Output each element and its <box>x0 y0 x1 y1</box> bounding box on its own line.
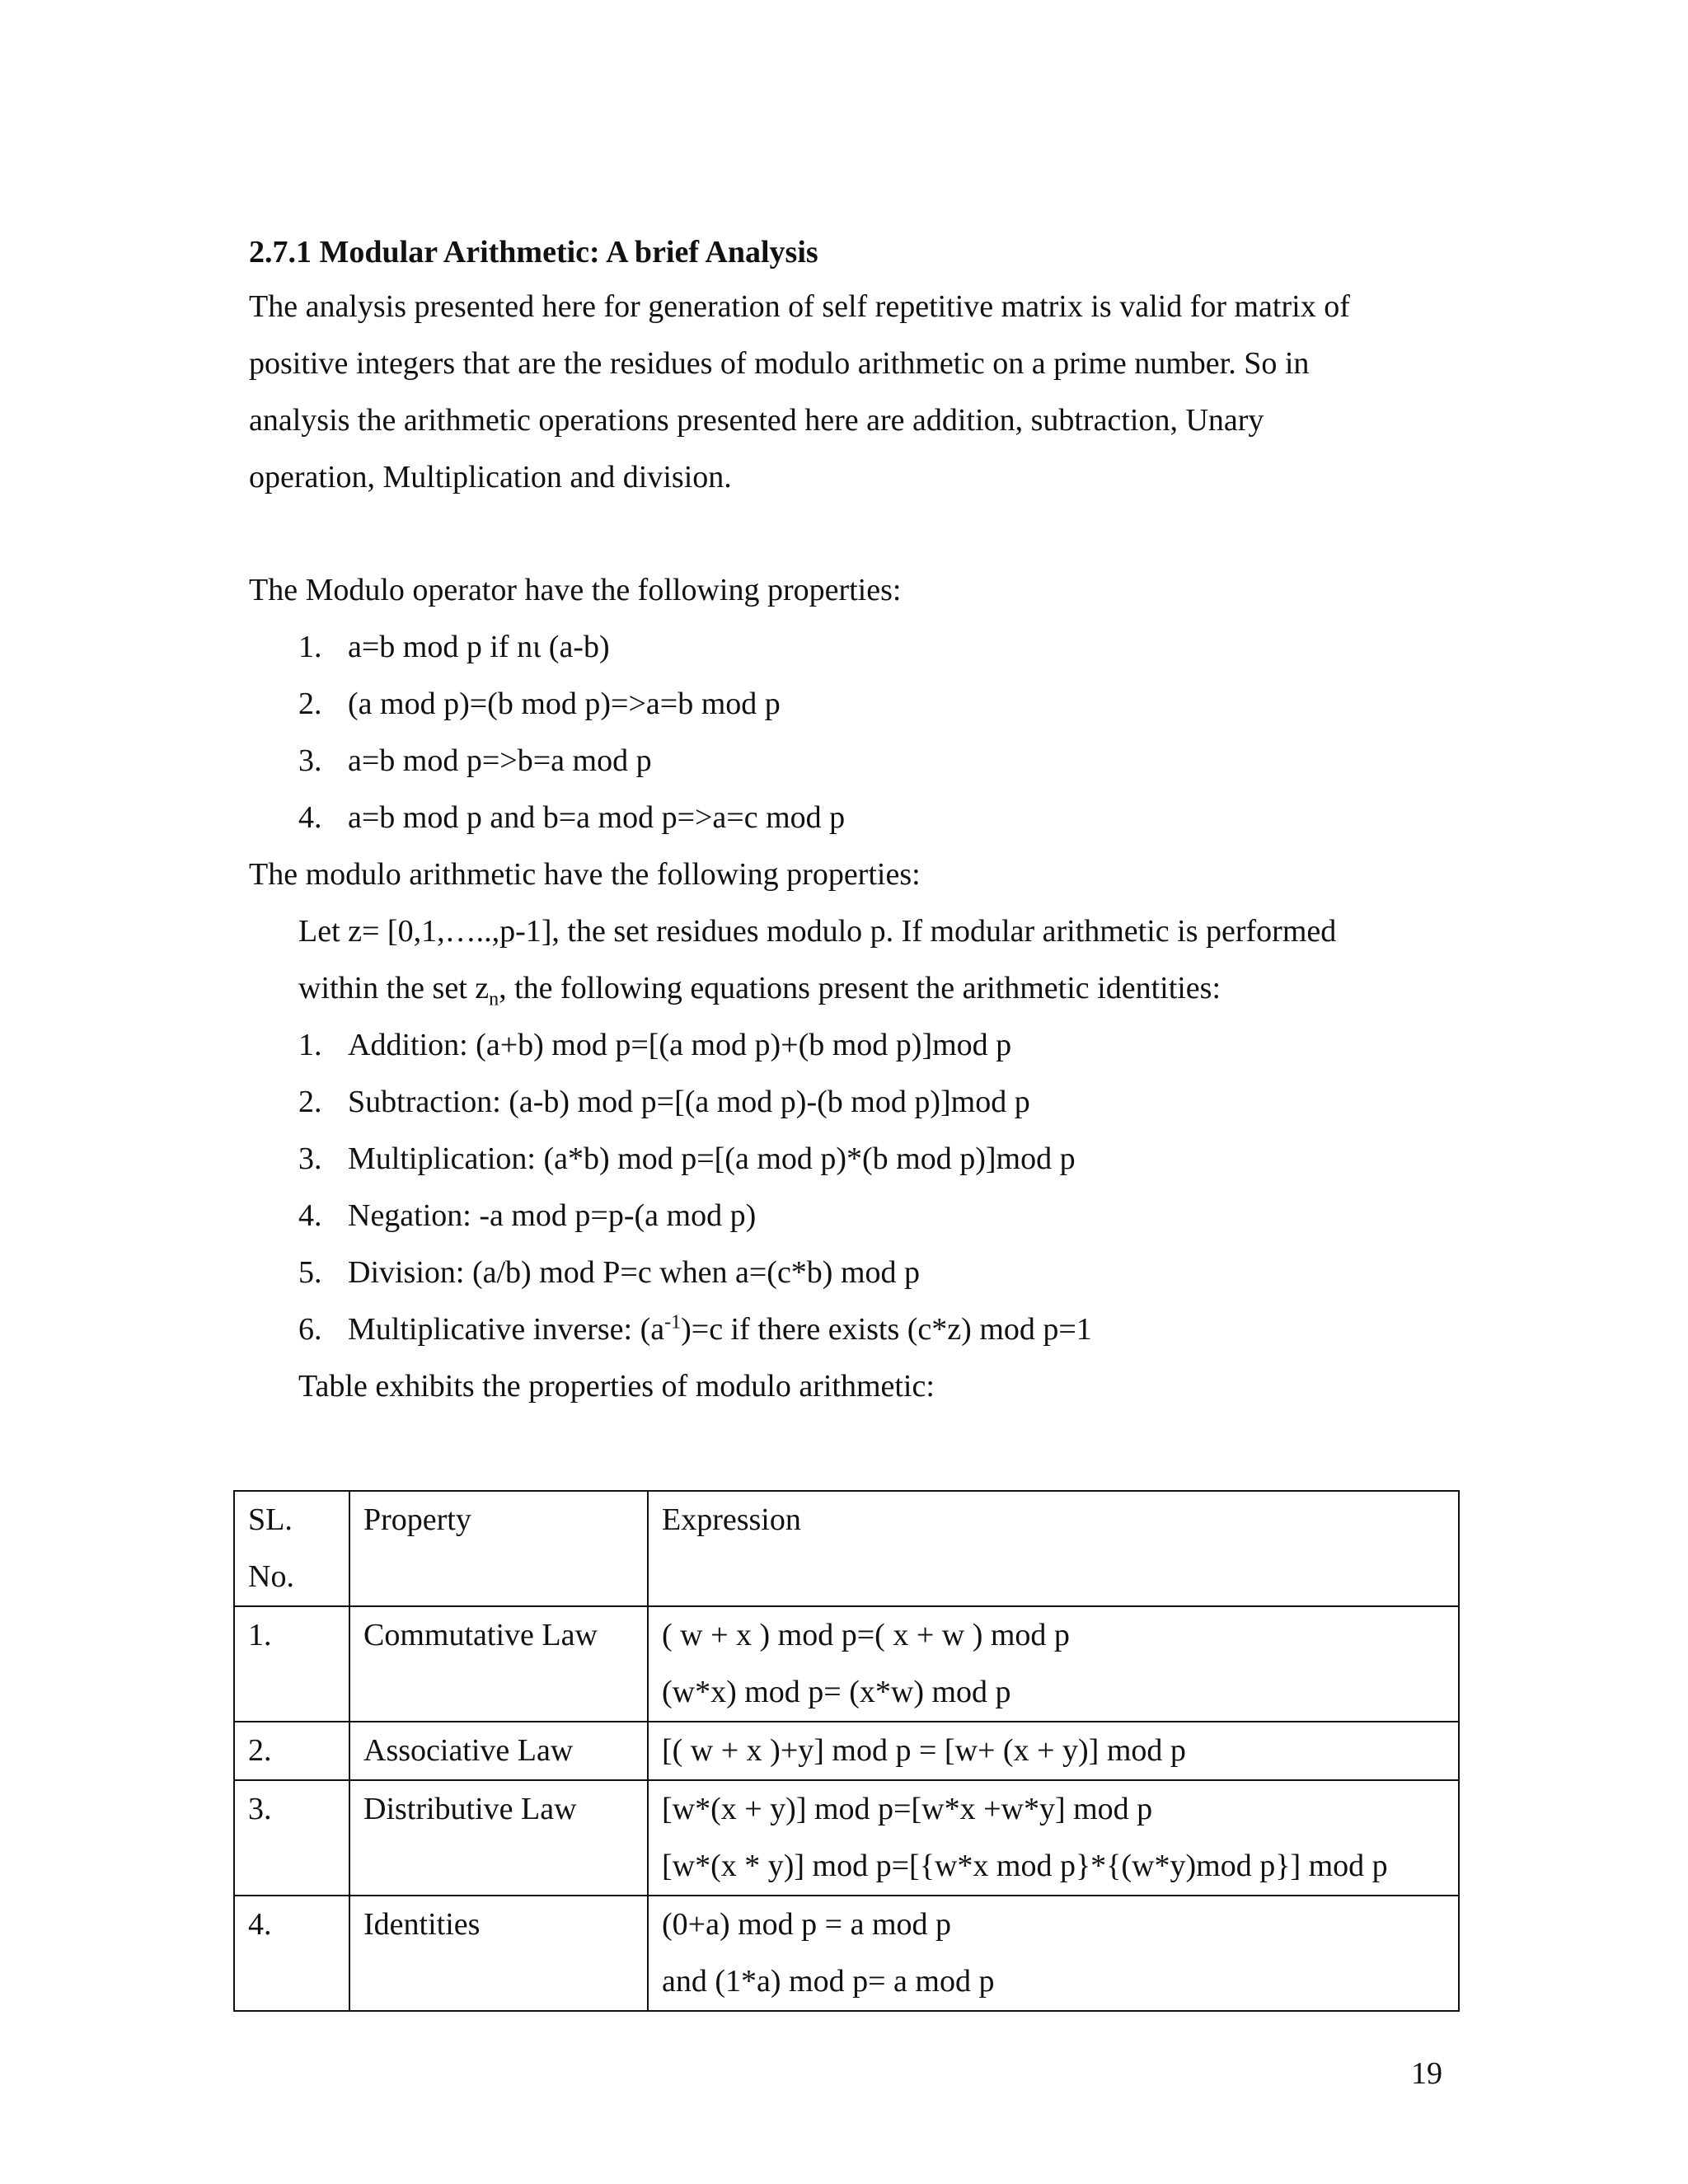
set-line-post: , the following equations present the arithmetic identities: <box>499 971 1221 1005</box>
cell-expression: [w*(x + y)] mod p=[w*x +w*y] mod p [w*(x * y)] mod p=[{w*x mod p}*{(w*y)mod p}] mod p <box>648 1780 1459 1896</box>
header-property: Property <box>349 1491 648 1606</box>
cell-sl: 2. <box>234 1722 349 1780</box>
item-text: Subtraction: (a-b) mod p=[(a mod p)-(b mod p)]mod p <box>348 1085 1030 1119</box>
item-number: 1. <box>298 630 322 664</box>
cell-property: Distributive Law <box>349 1780 648 1896</box>
item-number: 2. <box>298 687 322 721</box>
modulo-operator-intro: The Modulo operator have the following properties: <box>249 573 902 607</box>
cell-property: Identities <box>349 1896 648 2011</box>
intro-line: The analysis presented here for generation of self repetitive matrix is valid for matrix of <box>249 289 1350 324</box>
table-header-row <box>234 1491 1459 1606</box>
item-number: 2. <box>298 1085 322 1119</box>
item-text: a=b mod p and b=a mod p=>a=c mod p <box>348 800 846 835</box>
item-number: 5. <box>298 1255 322 1290</box>
intro-line: positive integers that are the residues of modulo arithmetic on a prime number. So in <box>249 346 1310 381</box>
cell-expression: ( w + x ) mod p=( x + w ) mod p (w*x) mod p= (x*w) mod p <box>648 1606 1459 1722</box>
item-text: Negation: -a mod p=p-(a mod p) <box>348 1198 757 1233</box>
cell-sl: 1. <box>234 1606 349 1722</box>
table-row <box>234 1606 1459 1722</box>
page-number: 19 <box>1411 2056 1442 2091</box>
header-sl-no: SL. No. <box>234 1491 349 1606</box>
set-definition-line-2 <box>298 967 1221 1010</box>
table-intro: Table exhibits the properties of modulo arithmetic: <box>298 1369 935 1404</box>
item-text: (a mod p)=(b mod p)=>a=b mod p <box>348 687 781 721</box>
item-number: 1. <box>298 1028 322 1062</box>
cell-expression: [( w + x )+y] mod p = [w+ (x + y)] mod p <box>648 1722 1459 1780</box>
set-line-subscript: n <box>489 988 499 1010</box>
item-text: Multiplication: (a*b) mod p=[(a mod p)*(b mod p)]mod p <box>348 1141 1076 1176</box>
intro-line: analysis the arithmetic operations presented here are addition, subtraction, Unary <box>249 403 1264 438</box>
set-definition-line: Let z= [0,1,…..,p-1], the set residues modulo p. If modular arithmetic is performed <box>298 914 1337 949</box>
table-row <box>234 1722 1459 1780</box>
header-expression: Expression <box>648 1491 1459 1606</box>
item-number: 4. <box>298 1198 322 1233</box>
section-heading: 2.7.1 Modular Arithmetic: A brief Analysis <box>249 235 818 269</box>
inverse-pre: Multiplicative inverse: (a <box>348 1312 665 1347</box>
item-number: 3. <box>298 1141 322 1176</box>
item-number: 6. <box>298 1312 322 1347</box>
item-number: 3. <box>298 743 322 778</box>
modulo-arith-intro: The modulo arithmetic have the following properties: <box>249 857 921 892</box>
item-text: Addition: (a+b) mod p=[(a mod p)+(b mod p)]mod p <box>348 1028 1012 1062</box>
properties-table <box>233 1490 1460 2012</box>
table-row <box>234 1780 1459 1896</box>
set-line-pre: within the set z <box>298 971 490 1005</box>
table-row <box>234 1896 1459 2011</box>
cell-sl: 3. <box>234 1780 349 1896</box>
item-text: Division: (a/b) mod P=c when a=(c*b) mod p <box>348 1255 921 1290</box>
inverse-post: )=c if there exists (c*z) mod p=1 <box>681 1312 1092 1347</box>
item-number: 4. <box>298 800 322 835</box>
item-text <box>348 1308 1092 1351</box>
intro-paragraph <box>249 279 1452 506</box>
inverse-superscript: -1 <box>664 1311 682 1333</box>
cell-property: Commutative Law <box>349 1606 648 1722</box>
cell-sl: 4. <box>234 1896 349 2011</box>
cell-expression: (0+a) mod p = a mod p and (1*a) mod p= a mod p <box>648 1896 1459 2011</box>
intro-line: operation, Multiplication and division. <box>249 460 732 494</box>
item-text: a=b mod p=>b=a mod p <box>348 743 652 778</box>
cell-property: Associative Law <box>349 1722 648 1780</box>
item-text: a=b mod p if nɩ (a-b) <box>348 630 610 664</box>
